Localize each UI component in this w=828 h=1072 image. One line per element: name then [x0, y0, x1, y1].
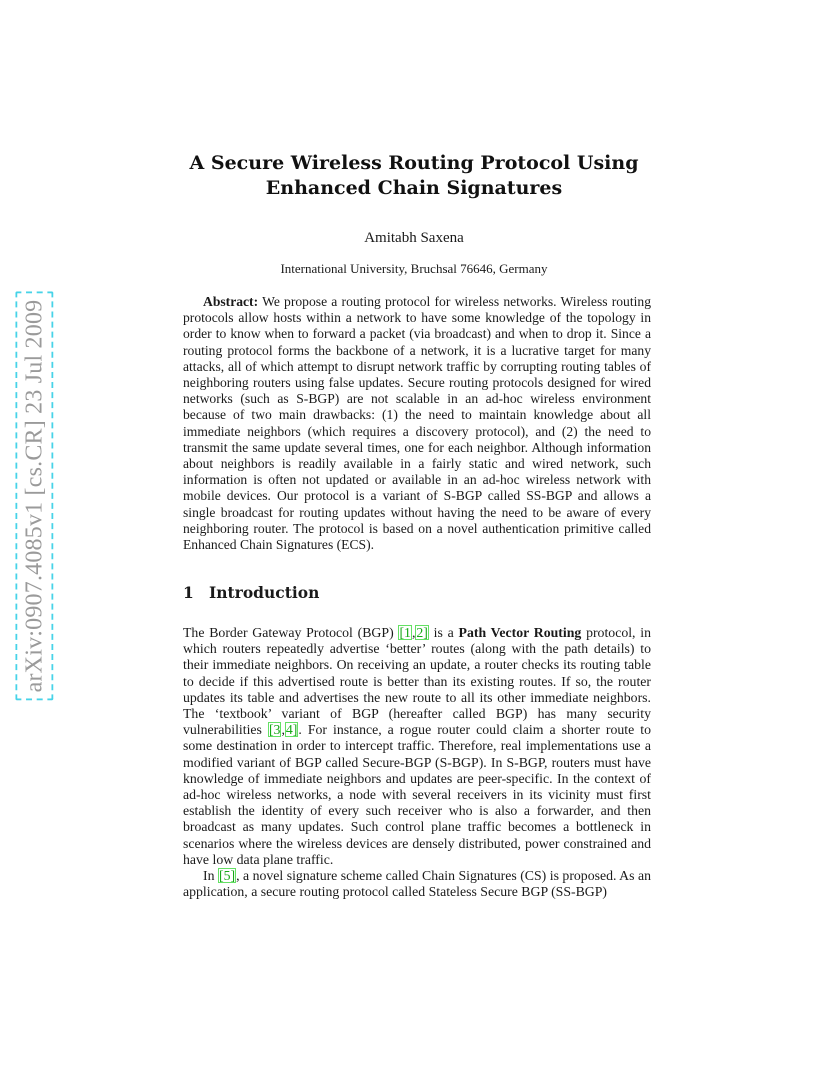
- abstract-label: Abstract:: [203, 294, 259, 309]
- title-line-2: Enhanced Chain Signatures: [265, 177, 563, 199]
- text-run: protocol, in which routers repeatedly advertise ‘better’ routes (along with the path details) to their immediate neighbors. On receiving an update, a router checks its routing table to decide if this advertised route is better than its existing routes. If so, the router updates its table and advertises the new route to all its other immediate neighbors. The ‘textbook’ variant of BGP (hereafter called BGP) has many security vulnerabilities: [183, 625, 652, 738]
- text-run: The Border Gateway Protocol (BGP): [183, 625, 399, 640]
- citation-link[interactable]: [5]: [218, 868, 236, 883]
- text-run: is a: [428, 625, 459, 640]
- intro-paragraph-1: [183, 625, 651, 868]
- abstract: [183, 294, 651, 553]
- text-run: ,: [281, 722, 285, 738]
- paper-title: [150, 151, 678, 201]
- section-number: 1: [183, 583, 194, 602]
- citation-link[interactable]: [3: [268, 722, 281, 738]
- author-name: Amitabh Saxena: [364, 230, 464, 246]
- section-title: Introduction: [209, 583, 320, 602]
- bold-term: Path Vector Routing: [458, 625, 582, 640]
- text-run: In: [203, 868, 218, 883]
- arxiv-identifier: arXiv:0907.4085v1 [cs.CR] 23 Jul 2009: [15, 292, 53, 701]
- title-line-1: A Secure Wireless Routing Protocol Using: [189, 152, 639, 174]
- text-run: ,: [411, 625, 416, 640]
- abstract-text: We propose a routing protocol for wireless networks. Wireless routing protocols allow hosts within a network to have some knowledge of the topology in order to know when to forward a packet (via broadcast) and when to drop it. Since a routing protocol forms the backbone of a network, it is a lucrative target for many attacks, all of which attempt to disrupt network traffic by corrupting routing tables of neighboring routers using false updates. Secure routing protocols designed for wired networks (such as S-BGP) are not scalable in an ad-hoc wireless environment because of two main drawbacks: (1) the need to maintain knowledge about all immediate neighbors (which requires a discovery protocol), and (2) the need to transmit the same update several times, one for each neighbor. Although information about neighbors is readily available in a fairly static and wired network, such information is often not updated or available in an ad-hoc wireless network with mobile devices. Our protocol is a variant of S-BGP called SS-BGP and allows a single broadcast for routing updates without having the need to be aware of every neighboring router. The protocol is based on a novel authentication primitive called Enhanced Chain Signatures (ECS).: [183, 294, 651, 553]
- text-run: . For instance, a rogue router could claim a shorter route to some destination in order to intercept traffic. Therefore, real implementations use a modified variant of BGP called Secure-BGP (S-BGP). In S-BGP, routers must have knowledge of immediate neighbors and updates are peer-specific. In the context of ad-hoc wireless networks, a node with several receivers in its vicinity must first establish the identity of every such receiver who is also a forwarder, and then broadcast as many updates. Such control plane traffic becomes a bottleneck in scenarios where the wireless devices are densely distributed, power constrained and have low data plane traffic.: [183, 722, 651, 867]
- citation-link[interactable]: 2]: [416, 625, 428, 640]
- author-affiliation: International University, Bruchsal 76646, Germany: [280, 261, 548, 276]
- intro-paragraph-2: [183, 868, 651, 900]
- text-run: , a novel signature scheme called Chain Signatures (CS) is proposed. As an application, a secure routing protocol called Stateless Secure BGP (SS-BGP): [183, 868, 651, 900]
- citation-link[interactable]: [1: [399, 625, 411, 640]
- section-heading-introduction: [183, 583, 319, 603]
- citation-link[interactable]: 4]: [285, 722, 298, 738]
